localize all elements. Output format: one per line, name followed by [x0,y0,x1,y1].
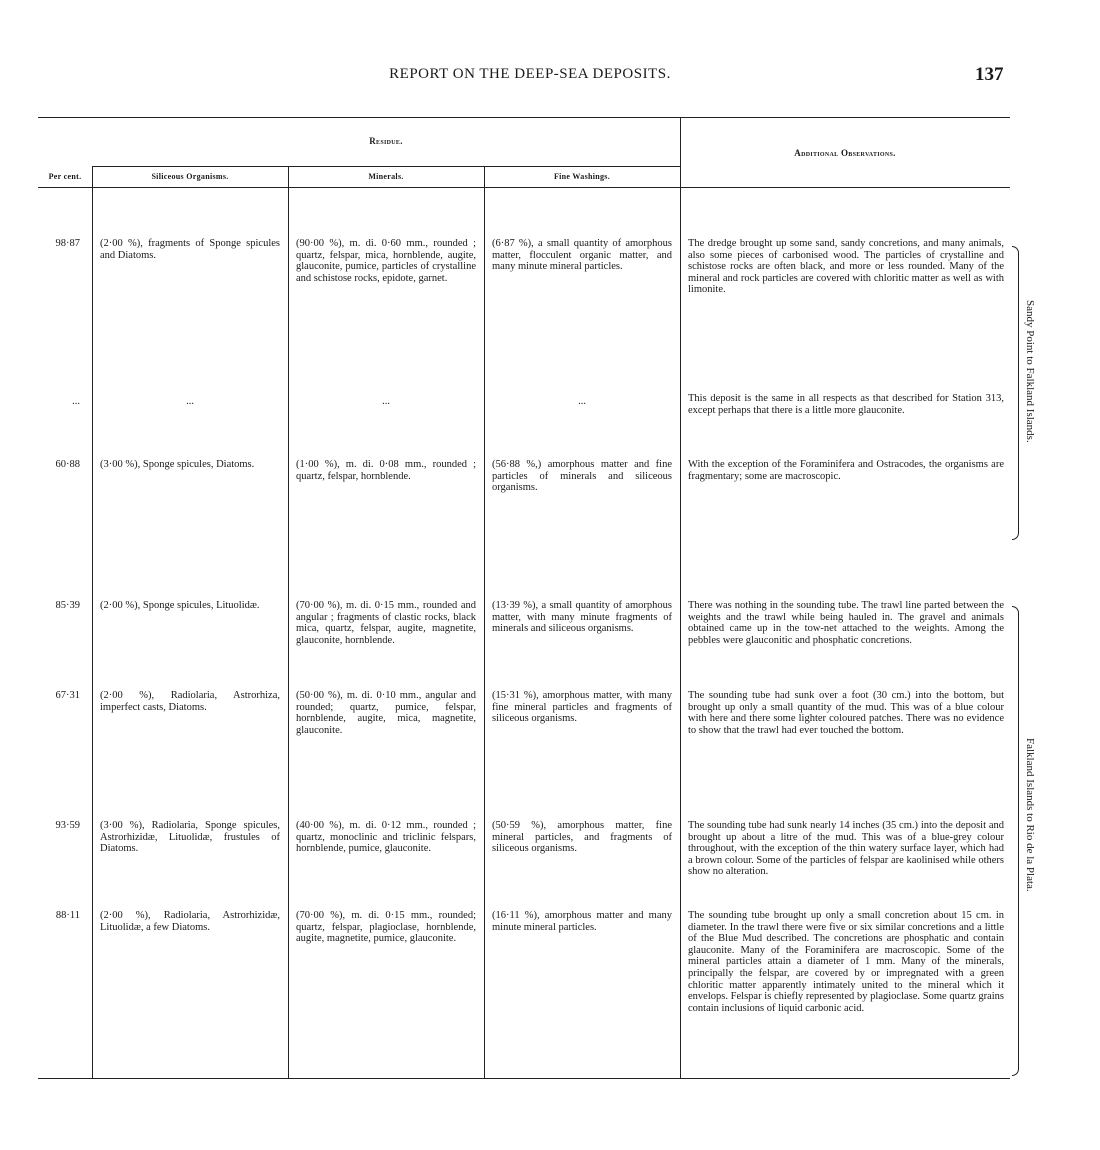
table-top-rule [38,117,1010,118]
siliceous-cell: (3·00 %), Radiolaria, Sponge spicules, Astrorhizidæ, Lituolidæ, frustules of Diatoms. [100,820,280,855]
observations-cell: There was nothing in the sounding tube. The trawl line parted between the weights and the trawl while being hauled in. The gravel and animals obtained came up in the tow-net attached to the weights. Among the pebbles were glauconitic and phosphatic concretions. [688,600,1004,646]
minerals-cell: ... [382,396,390,407]
route-brace-upper [1012,246,1019,540]
col-divider-4 [680,117,681,1078]
fine-washings-cell: (50·59 %), amorphous matter, fine mineral particles, and fragments of siliceous organisms. [492,820,672,855]
observations-cell: The dredge brought up some sand, sandy concretions, and many animals, also some pieces of carbonised wood. The particles of crystalline and schistose rocks are often black, and more or less rounded. Many of the mineral and rock particles are covered with chloritic matter as well as with limonite. [688,238,1004,296]
col-divider-1 [92,166,93,1078]
observations-cell: The sounding tube brought up only a small concretion about 15 cm. in diameter. In the trawl there were five or six similar concretions and a little of the Blue Mud described. The concretions are phosphatic and contain glauconite. Many of the Foraminifera are macroscopic. Some of the mineral particles attain a diameter of 1 mm. Many of the minerals, principally the felspar, are covered by or impregnated with a green chloritic matter apparently intimately united to the mineral which it envelops. Felspar is chiefly represented by plagioclase. Some quartz grains contain inclusions of liquid carbonic acid. [688,910,1004,1014]
route-label-upper: Sandy Point to Falkland Islands. [1024,300,1036,443]
observations-header: Additional Observations. [794,148,896,158]
page-number: 137 [975,64,1004,85]
siliceous-cell: (2·00 %), fragments of Sponge spicules and Diatoms. [100,238,280,261]
observations-cell: The sounding tube had sunk nearly 14 inches (35 cm.) into the deposit and brought up about a litre of the mud. This was of a blue-grey colour throughout, with the exception of the thin watery surface layer, which had a brown colour. Some of the particles of felspar are kaolinised while others show no alteration. [688,820,1004,878]
per-cent-cell: 85·39 [55,600,80,611]
minerals-cell: (1·00 %), m. di. 0·08 mm., rounded ; quartz, felspar, hornblende. [296,459,476,482]
siliceous-cell: (3·00 %), Sponge spicules, Diatoms. [100,459,255,470]
minerals-cell: (70·00 %), m. di. 0·15 mm., rounded and angular ; fragments of clastic rocks, black mica, quartz, felspar, augite, magnetite, glauconite, hornblende. [296,600,476,646]
residue-header: Residue. [369,136,403,146]
fine-washings-header: Fine Washings. [553,172,611,181]
per-cent-cell: 67·31 [55,690,80,701]
fine-washings-cell: (6·87 %), a small quantity of amorphous matter, flocculent organic matter, and many minute mineral particles. [492,238,672,273]
route-label-lower: Falkland Islands to Rio de la Plata. [1024,738,1036,892]
siliceous-cell: ... [186,396,194,407]
per-cent-cell: ... [72,396,80,407]
col-divider-3 [484,166,485,1078]
per-cent-cell: 98·87 [55,238,80,249]
residue-underline [92,166,680,167]
minerals-cell: (70·00 %), m. di. 0·15 mm., rounded; quartz, felspar, plagioclase, hornblende, augite, magnetite, pumice, glauconite. [296,910,476,945]
siliceous-cell: (2·00 %), Radiolaria, Astrorhiza, imperfect casts, Diatoms. [100,690,280,713]
minerals-cell: (90·00 %), m. di. 0·60 mm., rounded ; quartz, felspar, mica, hornblende, augite, glauconite, pumice, particles of crystalline and schistose rocks, epidote, garnet. [296,238,476,284]
minerals-cell: (40·00 %), m. di. 0·12 mm., rounded ; quartz, monoclinic and triclinic felspars, hornblende, pumice, glauconite. [296,820,476,855]
observations-cell: The sounding tube had sunk over a foot (30 cm.) into the bottom, but brought up only a small quantity of the mud. This was of a blue colour with here and there some lighter coloured patches. There was no evidence to show that the trawl had ever touched the bottom. [688,690,1004,736]
siliceous-cell: (2·00 %), Sponge spicules, Lituolidæ. [100,600,260,611]
minerals-header: Minerals. [368,172,404,181]
fine-washings-cell: (16·11 %), amorphous matter and many minute mineral particles. [492,910,672,933]
observations-cell: With the exception of the Foraminifera and Ostracodes, the organisms are fragmentary; some are macroscopic. [688,459,1004,482]
siliceous-header: Siliceous Organisms. [151,172,229,181]
header-bottom-rule [38,187,1010,188]
per-cent-header: Per cent. [48,172,82,181]
page-header [0,66,1100,90]
fine-washings-cell: (13·39 %), a small quantity of amorphous matter, with many minute fragments of minerals and siliceous organisms. [492,600,672,635]
table-bottom-rule [38,1078,1010,1079]
running-title: REPORT ON THE DEEP-SEA DEPOSITS. [389,66,671,82]
per-cent-cell: 93·59 [55,820,80,831]
per-cent-cell: 88·11 [55,910,80,921]
siliceous-cell: (2·00 %), Radiolaria, Astrorhizidæ, Lituolidæ, a few Diatoms. [100,910,280,933]
per-cent-cell: 60·88 [55,459,80,470]
fine-washings-cell: (15·31 %), amorphous matter, with many fine mineral particles and fragments of siliceous organisms. [492,690,672,725]
route-brace-lower [1012,606,1019,1076]
minerals-cell: (50·00 %), m. di. 0·10 mm., angular and rounded; quartz, pumice, felspar, hornblende, augite, mica, magnetite, glauconite. [296,690,476,736]
observations-cell: This deposit is the same in all respects as that described for Station 313, except perhaps that there is a little more glauconite. [688,393,1004,416]
col-divider-2 [288,166,289,1078]
fine-washings-cell: (56·88 %,) amorphous matter and fine particles of minerals and siliceous organisms. [492,459,672,494]
fine-washings-cell: ... [578,396,586,407]
